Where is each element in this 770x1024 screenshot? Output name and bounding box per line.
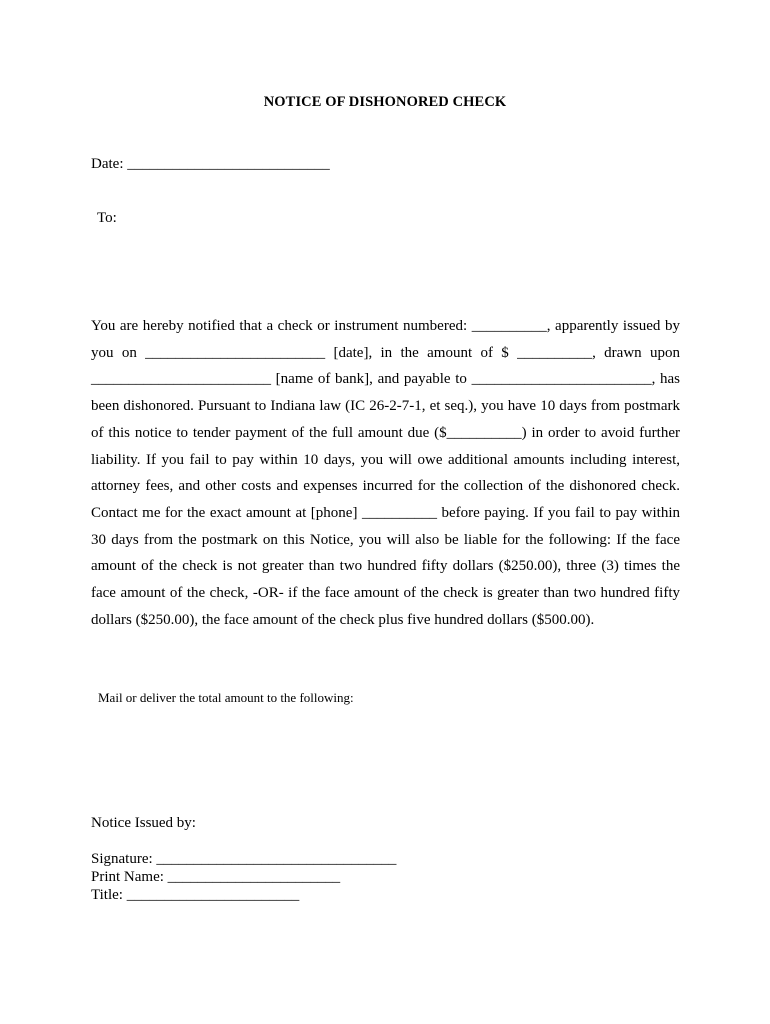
signature-line: Signature: ________________________________: [91, 851, 397, 867]
document-title: NOTICE OF DISHONORED CHECK: [263, 94, 507, 110]
notice-issued-by-label: Notice Issued by:: [91, 815, 196, 831]
print-name-line: Print Name: _______________________: [91, 869, 341, 885]
date-line: Date: ___________________________: [91, 156, 330, 172]
notice-body-paragraph: You are hereby notified that a check or instrument numbered: __________, apparently issued by you on ________________________ [date], in the amount of $ __________, drawn upon ________________________ [name of bank], and payable to ________________________, has been dishonored. Pursuant to Indiana law (IC 26-2-7-1, et seq.), you have 10 days from postmark of this notice to tender payment of the full amount due ($__________) in order to avoid further liability. If you fail to pay within 10 days, you will owe additional amounts including interest, attorney fees, and other costs and expenses incurred for the collection of the dishonored check. Contact me for the exact amount at [phone] __________ before paying. If you fail to pay within 30 days from the postmark on this Notice, you will also be liable for the following: If the face amount of the check is not greater than two hundred fifty dollars ($250.00), three (3) times the face amount of the check, -OR- if the face amount of the check is greater than two hundred fifty dollars ($250.00), the face amount of the check plus five hundred dollars ($500.00).: [91, 318, 680, 628]
mail-instruction: Mail or deliver the total amount to the following:: [98, 690, 354, 705]
title-line: Title: _______________________: [91, 887, 300, 903]
to-label: To:: [97, 210, 117, 226]
